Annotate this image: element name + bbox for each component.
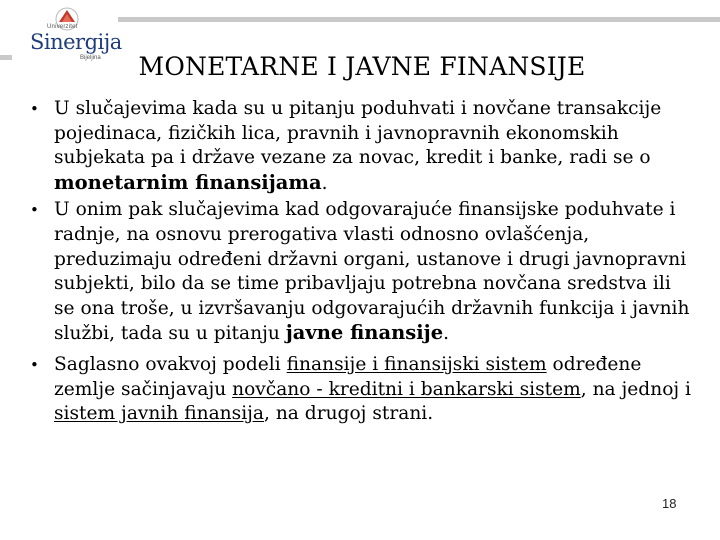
logo-city-text: Bijeljina bbox=[80, 55, 101, 61]
top-divider bbox=[118, 17, 720, 22]
page-number: 18 bbox=[662, 496, 677, 511]
bullet-text: određene zemlje sačinjavaju bbox=[54, 353, 642, 400]
underlined-term: sistem javnih finansija bbox=[54, 403, 264, 425]
logo-univerzitet-text: Univerzitet bbox=[47, 24, 78, 30]
bullet-end: . bbox=[443, 323, 450, 345]
slide-content bbox=[30, 97, 695, 429]
bullet-emphasis: javne finansije bbox=[285, 321, 444, 345]
logo-name: Sinergija bbox=[30, 30, 122, 54]
bullet-text: , na drugoj strani. bbox=[264, 403, 434, 425]
bullet-item bbox=[30, 198, 695, 347]
bullet-text: U onim pak slučajevima kad odgovarajuće finansijske poduhvate i radnje, na osnovu prerogativa vlasti odnosno ovlašćenja, preduzimaju određeni državni organi, ustanove i drugi javnopravni subjekti, bilo da se time pribavljaju potrebna novčana sredstva ili se ona troše, u izvršavanju odgovarajućih državnih funkcija i javnih službi, tada su u pitanju bbox=[54, 199, 690, 345]
underlined-term: novčano - kreditni i bankarski sistem bbox=[232, 378, 581, 400]
bullet-icon: • bbox=[30, 201, 39, 220]
bullet-end: . bbox=[321, 172, 328, 194]
slide-title: MONETARNE I JAVNE FINANSIJE bbox=[138, 52, 586, 81]
bullet-icon: • bbox=[30, 355, 39, 374]
bullet-text: , na jednoj i bbox=[580, 378, 692, 400]
bullet-item bbox=[30, 353, 695, 427]
underlined-term: finansije i finansijski sistem bbox=[286, 353, 547, 375]
bullet-text: Saglasno ovakvoj podeli bbox=[54, 353, 287, 375]
bullet-icon: • bbox=[30, 100, 39, 118]
bullet-emphasis: monetarnim finansijama bbox=[54, 170, 322, 194]
bullet-item bbox=[30, 97, 695, 196]
bullet-text: U slučajevima kada su u pitanju poduhvati i novčane transakcije pojedinaca, fizičkih lica, pravnih i javnopravnih ekonomskih subjekata pa i države vezane za novac, kredit i banke, radi se o bbox=[54, 98, 662, 169]
